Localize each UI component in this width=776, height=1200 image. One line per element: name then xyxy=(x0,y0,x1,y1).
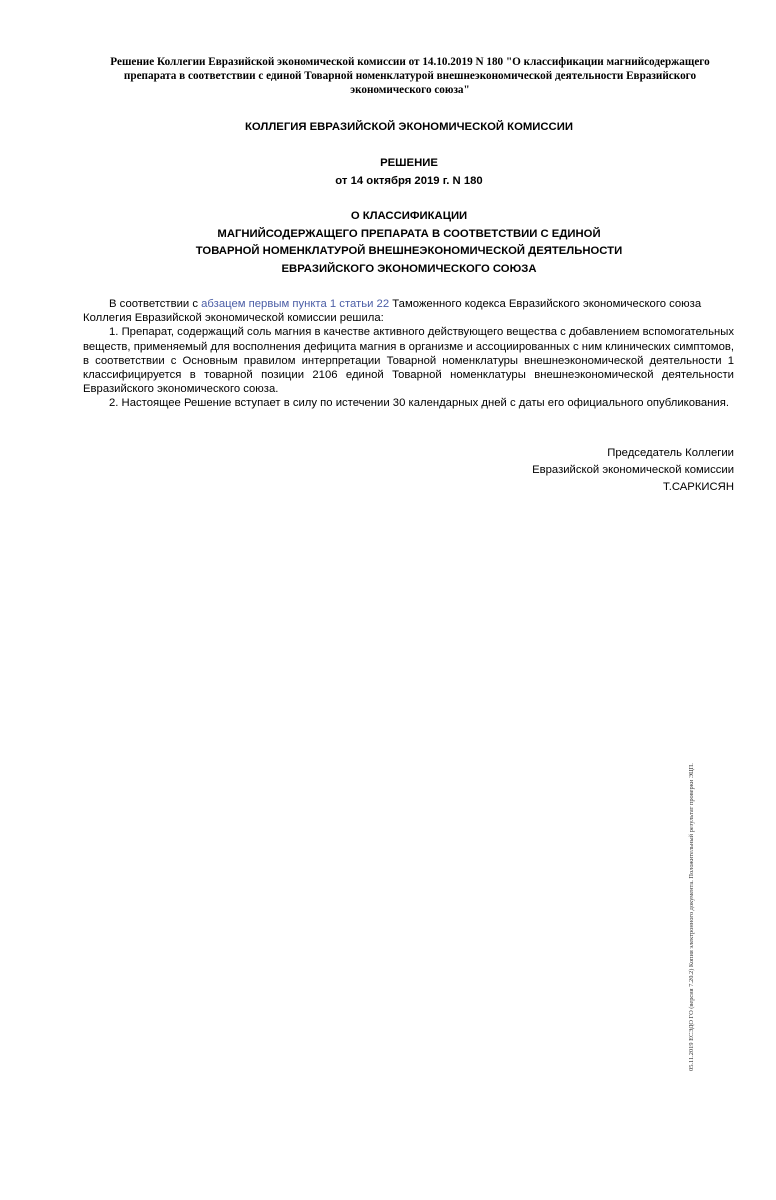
decision-title-line: ТОВАРНОЙ НОМЕНКЛАТУРОЙ ВНЕШНЕЭКОНОМИЧЕСКОЙ ДЕЯТЕЛЬНОСТИ xyxy=(195,245,623,257)
item-1: 1. Препарат, содержащий соль магния в качестве активного действующего вещества с добавлением вспомогательных веществ, применяемый для восполнения дефицита магния в организме и ассоциированных с ним клинических симптомов, в соответствии с Основным правилом интерпретации Товарной номенклатуры внешнеэкономической деятельности 1 классифицируется в товарной позиции 2106 единой Товарной номенклатуры внешнеэкономической деятельности Евразийского экономического союза. xyxy=(83,326,734,396)
header-title-line: препарата в соответствии с единой Товарной номенклатурой внешнеэкономической деятельности Евразийского xyxy=(123,70,697,82)
decision-heading: РЕШЕНИЕ xyxy=(380,157,438,169)
decision-title xyxy=(60,208,758,278)
signature-block xyxy=(532,445,734,496)
document-header-title xyxy=(85,55,735,97)
decision-body xyxy=(83,297,734,411)
organization-name: КОЛЛЕГИЯ ЕВРАЗИЙСКОЙ ЭКОНОМИЧЕСКОЙ КОМИССИИ xyxy=(245,121,573,133)
decision-title-line: ЕВРАЗИЙСКОГО ЭКОНОМИЧЕСКОГО СОЮЗА xyxy=(281,262,537,275)
decision-title-line: МАГНИЙСОДЕРЖАЩЕГО ПРЕПАРАТА В СООТВЕТСТВИИ С ЕДИНОЙ xyxy=(217,227,601,240)
header-title-line: Решение Коллегии Евразийской экономической комиссии от 14.10.2019 N 180 "О классификации магнийсодержащего xyxy=(110,56,710,68)
decision-date: от 14 октября 2019 г. N 180 xyxy=(335,175,483,187)
intro-text: В соответствии с xyxy=(109,298,202,310)
decision-title-line: О КЛАССИФИКАЦИИ xyxy=(350,210,468,222)
signature-name: Т.САРКИСЯН xyxy=(663,481,734,493)
article-link[interactable]: абзацем первым пункта 1 статьи 22 xyxy=(201,298,390,310)
verification-side-note: 05.11.2019 ЕСЭДО ГО (версия 7.20.2) Копия электронного документа. Положительный результат проверки ЭЦП. xyxy=(688,763,695,1071)
signature-title: Председатель Коллегии xyxy=(607,447,734,459)
intro-text-after: Таможенного кодекса Евразийского экономического союза xyxy=(389,298,702,310)
header-title-line: экономического союза" xyxy=(350,84,470,96)
intro-paragraph-2: Коллегия Евразийской экономической комиссии решила: xyxy=(83,312,384,325)
item-2: 2. Настоящее Решение вступает в силу по истечении 30 календарных дней с даты его официального опубликования. xyxy=(109,397,729,410)
intro-paragraph xyxy=(83,297,734,311)
signature-org: Евразийской экономической комиссии xyxy=(532,464,734,476)
